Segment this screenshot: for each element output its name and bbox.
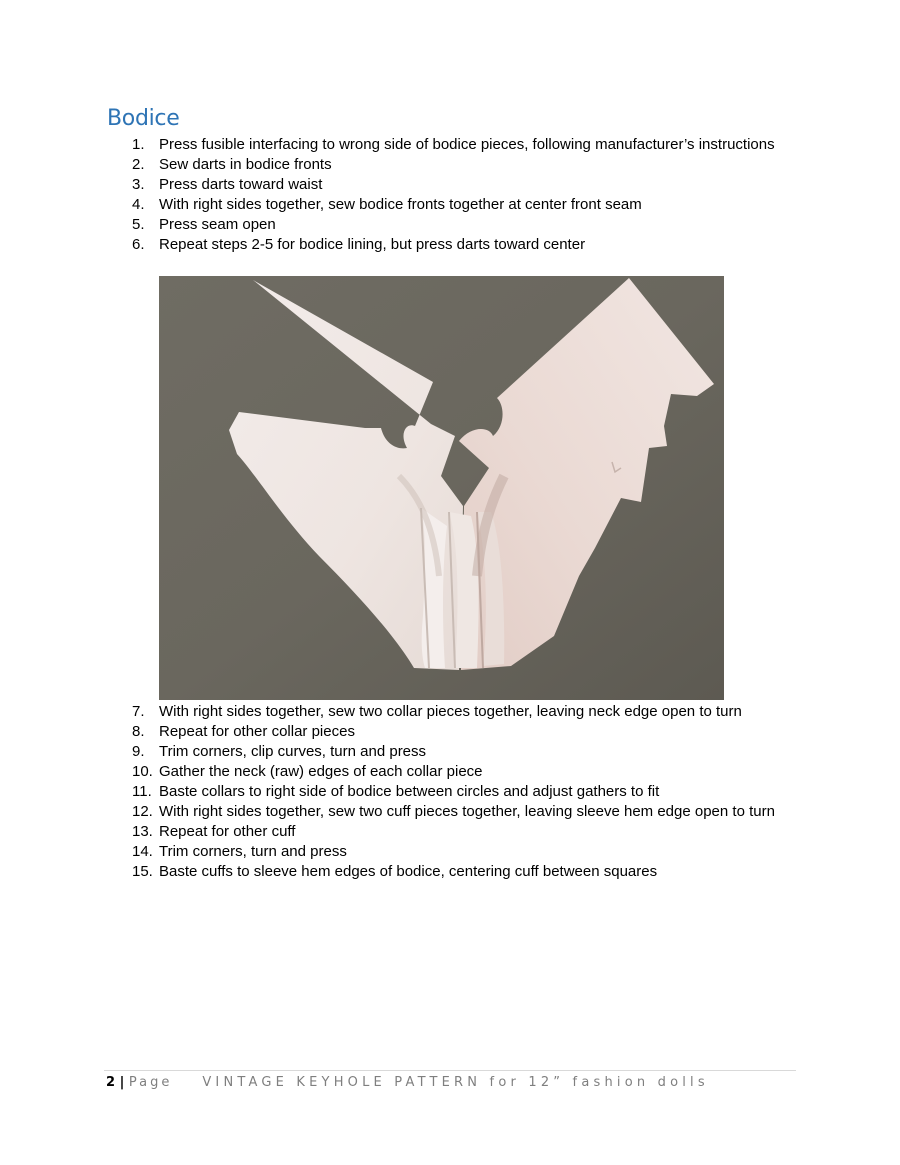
step-text: Trim corners, clip curves, turn and press <box>159 743 427 760</box>
instruction-step <box>132 155 812 175</box>
instruction-step <box>132 195 812 215</box>
instruction-step <box>132 782 812 802</box>
step-number: 14. <box>132 843 153 860</box>
page-number: 2 <box>106 1075 116 1090</box>
step-text: With right sides together, sew two collar pieces together, leaving neck edge open to turn <box>159 703 742 720</box>
footer-divider <box>104 1070 796 1071</box>
step-number: 9. <box>132 743 145 760</box>
step-text: With right sides together, sew bodice fronts together at center front seam <box>159 196 642 213</box>
step-text: Repeat for other collar pieces <box>159 723 355 740</box>
step-number: 1. <box>132 136 145 153</box>
section-heading: Bodice <box>107 106 180 131</box>
instruction-step <box>132 702 812 722</box>
step-text: Gather the neck (raw) edges of each collar piece <box>159 763 483 780</box>
step-number: 15. <box>132 863 153 880</box>
step-text: Press darts toward waist <box>159 176 323 193</box>
footer-separator: | <box>115 1075 129 1090</box>
instruction-step <box>132 862 812 882</box>
instruction-step <box>132 802 812 822</box>
instruction-list-part-1 <box>132 135 812 255</box>
step-number: 5. <box>132 216 145 233</box>
step-number: 7. <box>132 703 145 720</box>
step-text: Trim corners, turn and press <box>159 843 347 860</box>
step-number: 11. <box>132 783 152 800</box>
step-text: Repeat steps 2-5 for bodice lining, but press darts toward center <box>159 236 586 253</box>
step-text: With right sides together, sew two cuff pieces together, leaving sleeve hem edge open to turn <box>159 803 775 820</box>
step-text: Repeat for other cuff <box>159 823 296 840</box>
step-number: 8. <box>132 723 145 740</box>
step-text: Press fusible interfacing to wrong side of bodice pieces, following manufacturer’s instructions <box>159 136 775 153</box>
step-number: 6. <box>132 236 145 253</box>
step-number: 2. <box>132 156 145 173</box>
page-footer <box>106 1075 709 1090</box>
instruction-step <box>132 762 812 782</box>
step-number: 4. <box>132 196 145 213</box>
step-number: 3. <box>132 176 145 193</box>
instruction-step <box>132 135 812 155</box>
instruction-step <box>132 722 812 742</box>
step-text: Baste cuffs to sleeve hem edges of bodice, centering cuff between squares <box>159 863 658 880</box>
step-number: 12. <box>132 803 153 820</box>
document-title: VINTAGE KEYHOLE PATTERN for 12” fashion dolls <box>202 1075 709 1090</box>
bodice-photo <box>159 276 724 700</box>
step-text: Press seam open <box>159 216 276 233</box>
instruction-step <box>132 822 812 842</box>
step-number: 13. <box>132 823 153 840</box>
instruction-step <box>132 742 812 762</box>
step-text: Sew darts in bodice fronts <box>159 156 332 173</box>
instruction-list-part-2 <box>132 702 812 882</box>
instruction-step <box>132 235 812 255</box>
step-text: Baste collars to right side of bodice between circles and adjust gathers to fit <box>159 783 660 800</box>
page-label: Page <box>128 1075 173 1090</box>
instruction-step <box>132 215 812 235</box>
step-number: 10. <box>132 763 153 780</box>
instruction-step <box>132 175 812 195</box>
instruction-step <box>132 842 812 862</box>
